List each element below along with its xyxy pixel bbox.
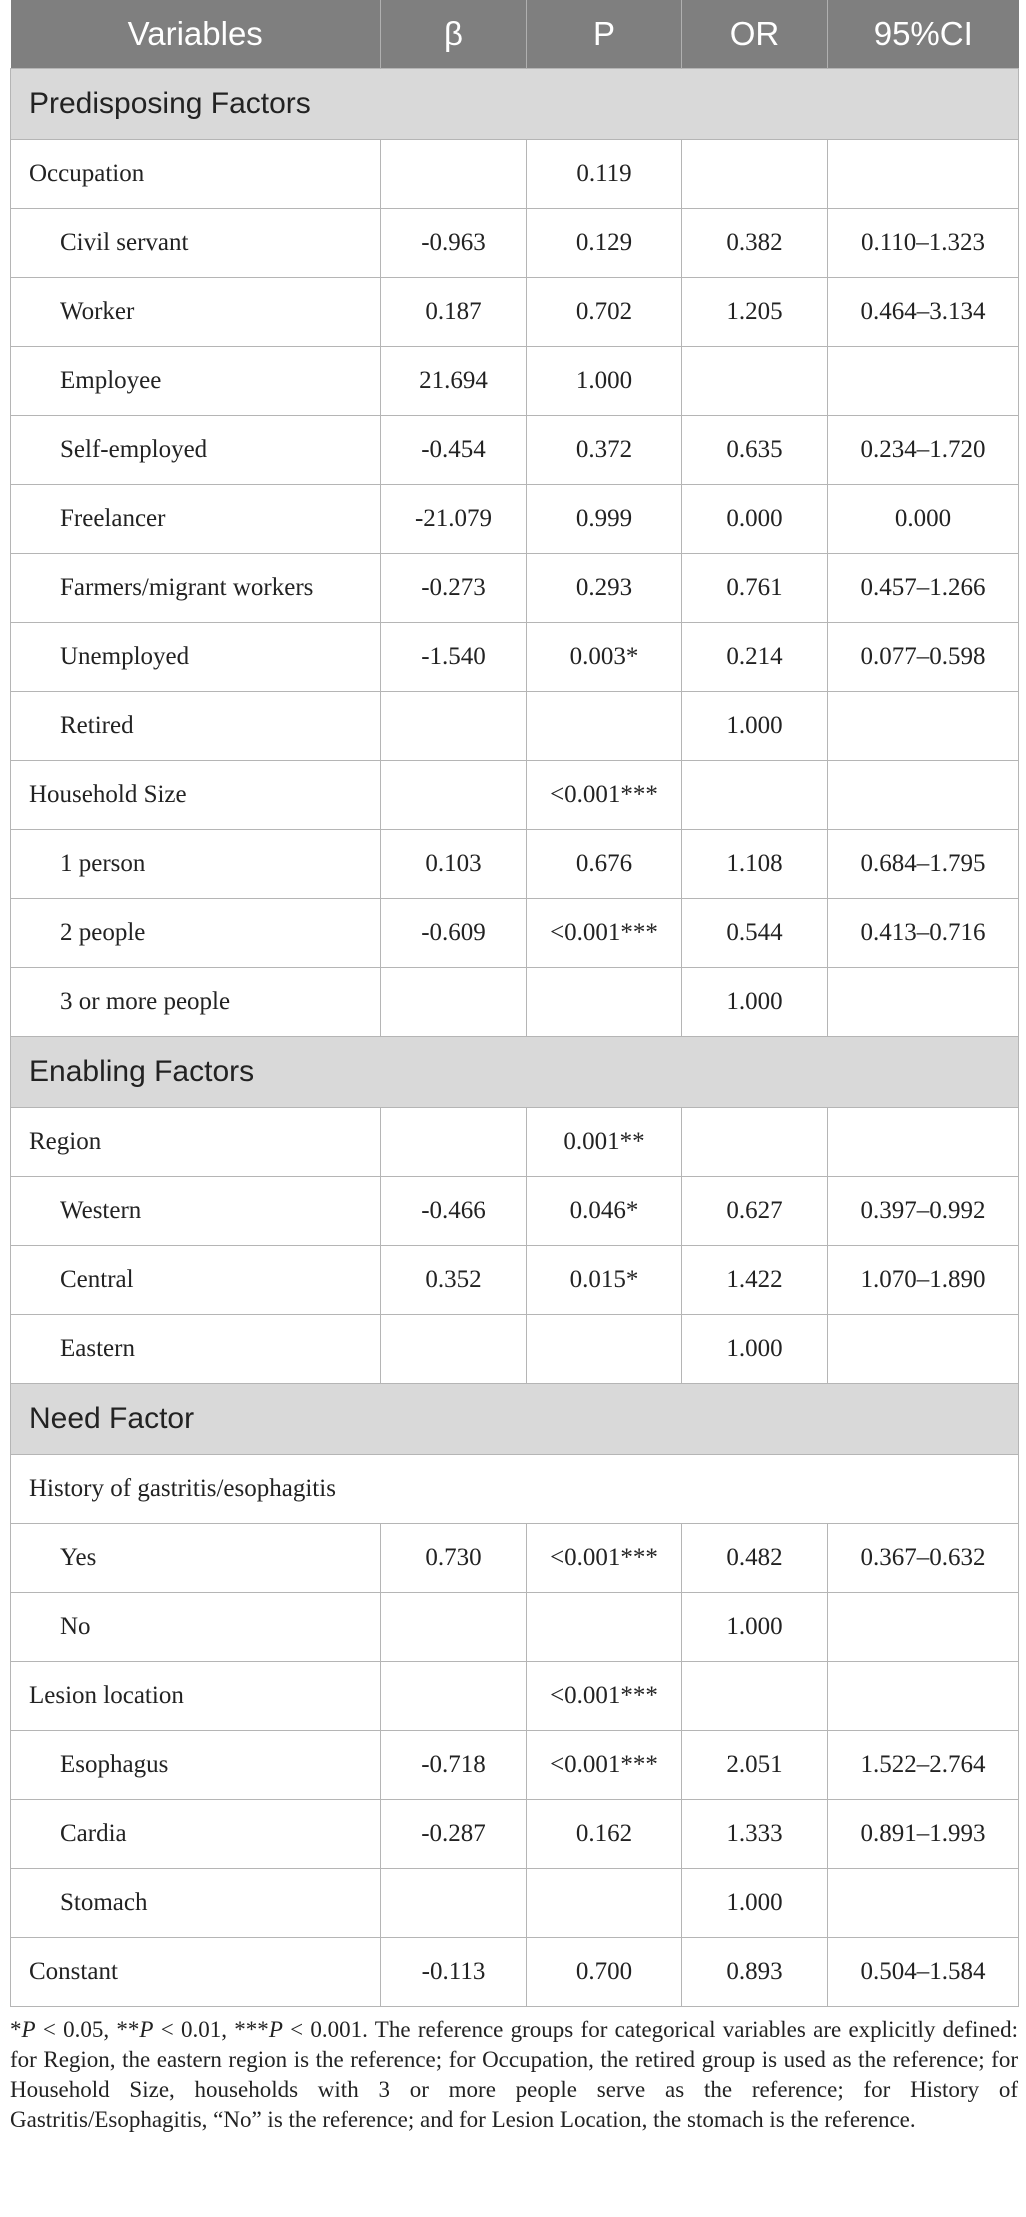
p-cell: <0.001***	[527, 899, 682, 968]
header-p: P	[527, 0, 682, 69]
or-cell: 1.000	[682, 692, 828, 761]
table-row	[11, 623, 1019, 692]
p-cell	[527, 1593, 682, 1662]
or-cell: 0.544	[682, 899, 828, 968]
or-cell	[682, 347, 828, 416]
p-cell: 0.003*	[527, 623, 682, 692]
or-cell	[682, 1108, 828, 1177]
section-header-row	[11, 1037, 1019, 1108]
ci-cell: 0.464–3.134	[828, 278, 1019, 347]
or-cell: 0.893	[682, 1938, 828, 2007]
or-cell: 0.482	[682, 1524, 828, 1593]
p-cell: 0.119	[527, 140, 682, 209]
p-cell: 0.046*	[527, 1177, 682, 1246]
beta-cell: -0.454	[381, 416, 527, 485]
beta-cell	[381, 1315, 527, 1384]
variable-cell: Stomach	[11, 1869, 381, 1938]
variable-cell: Employee	[11, 347, 381, 416]
ci-cell	[828, 1662, 1019, 1731]
table-row	[11, 485, 1019, 554]
ci-cell: 0.397–0.992	[828, 1177, 1019, 1246]
or-cell: 0.000	[682, 485, 828, 554]
p-cell: <0.001***	[527, 1524, 682, 1593]
or-cell	[682, 761, 828, 830]
ci-cell	[828, 1108, 1019, 1177]
ci-cell: 1.070–1.890	[828, 1246, 1019, 1315]
section-header-row	[11, 69, 1019, 140]
ci-cell: 0.457–1.266	[828, 554, 1019, 623]
beta-cell	[381, 968, 527, 1037]
p-cell: 0.702	[527, 278, 682, 347]
table-header-row	[11, 0, 1019, 69]
or-cell	[682, 1662, 828, 1731]
table-row	[11, 1869, 1019, 1938]
table-row	[11, 209, 1019, 278]
table-row	[11, 1731, 1019, 1800]
beta-cell: 0.730	[381, 1524, 527, 1593]
variable-cell: No	[11, 1593, 381, 1662]
table-row	[11, 1938, 1019, 2007]
variable-cell: 3 or more people	[11, 968, 381, 1037]
header-or: OR	[682, 0, 828, 69]
p-cell: 0.700	[527, 1938, 682, 2007]
variable-cell: Eastern	[11, 1315, 381, 1384]
variable-cell: Occupation	[11, 140, 381, 209]
table-row	[11, 1246, 1019, 1315]
beta-cell	[381, 140, 527, 209]
p-cell	[527, 968, 682, 1037]
p-cell	[527, 1869, 682, 1938]
table-row	[11, 1108, 1019, 1177]
variable-cell: Retired	[11, 692, 381, 761]
beta-cell: -0.287	[381, 1800, 527, 1869]
table-row	[11, 554, 1019, 623]
ci-cell	[828, 347, 1019, 416]
ci-cell: 0.110–1.323	[828, 209, 1019, 278]
ci-cell: 0.367–0.632	[828, 1524, 1019, 1593]
p-cell: 0.162	[527, 1800, 682, 1869]
beta-cell	[381, 1108, 527, 1177]
regression-table-document	[10, 0, 1018, 2135]
beta-cell: -0.466	[381, 1177, 527, 1246]
header-beta: β	[381, 0, 527, 69]
ci-cell: 0.000	[828, 485, 1019, 554]
p-cell: <0.001***	[527, 1662, 682, 1731]
footnote-text: < 0.01, ***	[153, 2017, 269, 2042]
or-cell: 1.000	[682, 1315, 828, 1384]
table-row	[11, 830, 1019, 899]
or-cell: 0.382	[682, 209, 828, 278]
variable-cell: History of gastritis/esophagitis	[11, 1455, 1019, 1524]
beta-cell	[381, 1662, 527, 1731]
beta-cell: 0.352	[381, 1246, 527, 1315]
beta-cell: -0.113	[381, 1938, 527, 2007]
ci-cell	[828, 761, 1019, 830]
table-row	[11, 1593, 1019, 1662]
footnote-p-symbol: P	[268, 2017, 283, 2042]
variable-cell: Central	[11, 1246, 381, 1315]
p-cell: 1.000	[527, 347, 682, 416]
variable-cell: Region	[11, 1108, 381, 1177]
p-cell	[527, 1315, 682, 1384]
section-header-row	[11, 1384, 1019, 1455]
section-label: Need Factor	[11, 1384, 1019, 1455]
p-cell: 0.372	[527, 416, 682, 485]
p-cell: 0.129	[527, 209, 682, 278]
ci-cell: 0.077–0.598	[828, 623, 1019, 692]
or-cell: 1.333	[682, 1800, 828, 1869]
table-row	[11, 278, 1019, 347]
table-body	[11, 69, 1019, 2007]
ci-cell: 0.234–1.720	[828, 416, 1019, 485]
section-label: Predisposing Factors	[11, 69, 1019, 140]
or-cell: 1.108	[682, 830, 828, 899]
p-cell: 0.001**	[527, 1108, 682, 1177]
variable-cell: Yes	[11, 1524, 381, 1593]
variable-cell: Self-employed	[11, 416, 381, 485]
or-cell: 0.214	[682, 623, 828, 692]
beta-cell: -0.273	[381, 554, 527, 623]
variable-cell: Civil servant	[11, 209, 381, 278]
table-row	[11, 1800, 1019, 1869]
ci-cell: 1.522–2.764	[828, 1731, 1019, 1800]
footnote-p-symbol: P	[139, 2017, 154, 2042]
beta-cell: 0.187	[381, 278, 527, 347]
p-cell: <0.001***	[527, 761, 682, 830]
p-cell: 0.015*	[527, 1246, 682, 1315]
beta-cell: -21.079	[381, 485, 527, 554]
beta-cell: -0.963	[381, 209, 527, 278]
table-row	[11, 416, 1019, 485]
ci-cell	[828, 692, 1019, 761]
variable-cell: Freelancer	[11, 485, 381, 554]
variable-cell: Esophagus	[11, 1731, 381, 1800]
variable-cell: Cardia	[11, 1800, 381, 1869]
beta-cell: -1.540	[381, 623, 527, 692]
regression-table	[10, 0, 1019, 2007]
beta-cell	[381, 1869, 527, 1938]
or-cell: 0.761	[682, 554, 828, 623]
table-row	[11, 347, 1019, 416]
table-row	[11, 1177, 1019, 1246]
beta-cell: -0.718	[381, 1731, 527, 1800]
header-ci: 95%CI	[828, 0, 1019, 69]
or-cell: 1.000	[682, 968, 828, 1037]
or-cell: 1.000	[682, 1593, 828, 1662]
table-row	[11, 968, 1019, 1037]
or-cell: 0.635	[682, 416, 828, 485]
p-cell: 0.676	[527, 830, 682, 899]
ci-cell: 0.684–1.795	[828, 830, 1019, 899]
table-row	[11, 899, 1019, 968]
beta-cell: -0.609	[381, 899, 527, 968]
beta-cell	[381, 1593, 527, 1662]
table-row	[11, 1662, 1019, 1731]
table-row	[11, 140, 1019, 209]
table-row	[11, 1315, 1019, 1384]
ci-cell	[828, 1315, 1019, 1384]
or-cell	[682, 140, 828, 209]
or-cell: 1.000	[682, 1869, 828, 1938]
beta-cell	[381, 761, 527, 830]
ci-cell: 0.504–1.584	[828, 1938, 1019, 2007]
variable-cell: Constant	[11, 1938, 381, 2007]
beta-cell: 0.103	[381, 830, 527, 899]
or-cell: 1.422	[682, 1246, 828, 1315]
variable-cell: Farmers/migrant workers	[11, 554, 381, 623]
p-cell: 0.999	[527, 485, 682, 554]
table-footnote: *P < 0.05, **P < 0.01, ***P < 0.001. The reference groups for categorical variables are explicitly defined: for Region, the eastern region is the reference; for Occupation, the retired group is used as the reference; for Household Size, households with 3 or more people serve as the reference; for History of Gastritis/Esophagitis, “No” is the reference; and for Lesion Location, the stomach is the reference.	[10, 2017, 1018, 2132]
p-cell: <0.001***	[527, 1731, 682, 1800]
footnote-text: < 0.001. The reference groups for categorical variables are explicitly defined: for Region, the eastern region is the reference; for Occupation, the retired group is used as the reference; for Household Size, households with 3 or more people serve as the reference; for History of Gastritis/Esophagitis, “No” is the reference; and for Lesion Location, the stomach is the reference.	[10, 2017, 1018, 2132]
variable-cell: Unemployed	[11, 623, 381, 692]
ci-cell	[828, 968, 1019, 1037]
variable-cell: 1 person	[11, 830, 381, 899]
variable-cell: Lesion location	[11, 1662, 381, 1731]
ci-cell	[828, 140, 1019, 209]
ci-cell: 0.891–1.993	[828, 1800, 1019, 1869]
or-cell: 0.627	[682, 1177, 828, 1246]
table-row	[11, 1524, 1019, 1593]
p-cell	[527, 692, 682, 761]
variable-cell: Household Size	[11, 761, 381, 830]
or-cell: 2.051	[682, 1731, 828, 1800]
ci-cell	[828, 1869, 1019, 1938]
footnote-text: < 0.05, **	[35, 2017, 140, 2042]
variable-cell: Western	[11, 1177, 381, 1246]
p-cell: 0.293	[527, 554, 682, 623]
footnote-p-symbol: P	[21, 2017, 36, 2042]
ci-cell	[828, 1593, 1019, 1662]
variable-cell: 2 people	[11, 899, 381, 968]
variable-cell: Worker	[11, 278, 381, 347]
ci-cell: 0.413–0.716	[828, 899, 1019, 968]
or-cell: 1.205	[682, 278, 828, 347]
table-row	[11, 692, 1019, 761]
table-row	[11, 761, 1019, 830]
section-label: Enabling Factors	[11, 1037, 1019, 1108]
beta-cell	[381, 692, 527, 761]
beta-cell: 21.694	[381, 347, 527, 416]
header-variables: Variables	[11, 0, 381, 69]
table-row	[11, 1455, 1019, 1524]
